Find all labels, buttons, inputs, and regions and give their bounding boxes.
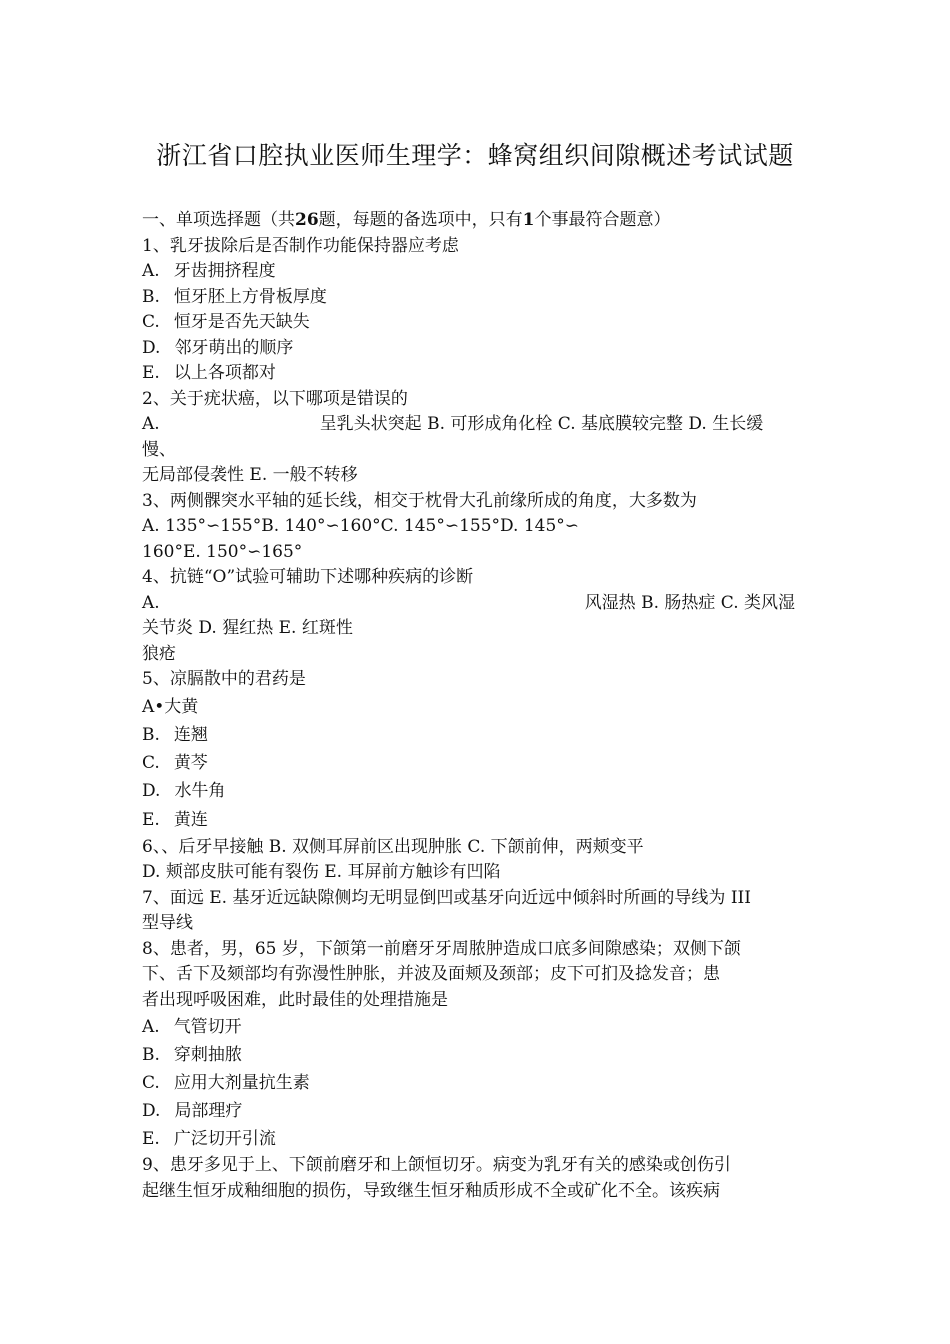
question-4-options-line-3: 狼疮 — [142, 643, 176, 664]
question-8-line-1: 8、患者，男，65 岁，下颌第一前磨牙牙周脓肿造成口底多间隙感染；双侧下颌 — [142, 938, 741, 959]
question-8-line-3: 者出现呼吸困难，此时最佳的处理措施是 — [142, 989, 448, 1010]
question-2-options-line-2: 慢、 — [142, 439, 176, 460]
question-2-options-line-3: 无局部侵袭性 E. 一般不转移 — [142, 465, 358, 485]
question-4-stem: 4、抗链“O”试验可辅助下述哪种疾病的诊断 — [142, 567, 474, 587]
question-3-stem: 3、两侧髁突水平轴的延长线，相交于枕骨大孔前缘所成的角度，大多数为 — [142, 490, 697, 511]
question-6-line-1: 6、、后牙早接触 B. 双侧耳屏前区出现肿胀 C. 下颌前伸，两颊变平 — [142, 836, 644, 857]
question-8-line-2: 下、舌下及颏部均有弥漫性肿胀，并波及面颊及颈部；皮下可扪及捻发音；患 — [142, 964, 720, 984]
question-1-option-e: E. 以上各项都对 — [142, 363, 276, 383]
question-9-line-2: 起继生恒牙成釉细胞的损伤，导致继生恒牙釉质形成不全或矿化不全。该疾病 — [142, 1180, 720, 1201]
question-3-options-line-1: A. 135°∽155°B. 140°∽160°C. 145°∽155°D. 145°∽ — [142, 516, 580, 536]
question-5-option-c: C. 黄芩 — [142, 752, 208, 773]
question-8-option-e: E. 广泛切开引流 — [142, 1129, 276, 1149]
section-heading: 一、单项选择题（共26题，每题的备选项中，只有1个事最符合题意） — [142, 210, 671, 230]
question-8-option-a: A. 气管切开 — [142, 1017, 242, 1037]
question-1-option-b: B. 恒牙胚上方骨板厚度 — [142, 286, 327, 307]
question-1-option-c: C. 恒牙是否先天缺失 — [142, 312, 310, 332]
question-4-options-line-1: A. 风湿热 B. 肠热症 C. 类风湿 — [142, 592, 796, 613]
question-5-option-b: B. 连翘 — [142, 724, 208, 745]
question-3-options-line-2: 160°E. 150°∽165° — [142, 541, 303, 562]
question-9-line-1: 9、患牙多见于上、下颌前磨牙和上颌恒切牙。病变为乳牙有关的感染或创伤引 — [142, 1155, 731, 1175]
question-5-option-a: A•大黄 — [142, 696, 199, 717]
question-8-option-d: D. 局部理疗 — [142, 1101, 243, 1121]
question-5-option-d: D. 水牛角 — [142, 780, 226, 801]
question-7-line-1: 7、面远 E. 基牙近远缺隙侧均无明显倒凹或基牙向近远中倾斜时所画的导线为 III — [142, 887, 751, 908]
question-7-line-2: 型导线 — [142, 913, 193, 933]
question-1-option-a: A. 牙齿拥挤程度 — [142, 261, 276, 281]
question-6-line-2: D. 颊部皮肤可能有裂伤 E. 耳屏前方触诊有凹陷 — [142, 862, 501, 882]
question-1-option-d: D. 邻牙萌出的顺序 — [142, 337, 294, 358]
document-title: 浙江省口腔执业医师生理学：蜂窝组织间隙概述考试试题 — [156, 141, 794, 170]
question-5-stem: 5、凉膈散中的君药是 — [142, 669, 306, 689]
question-2-stem: 2、关于疣状癌，以下哪项是错误的 — [142, 388, 408, 409]
question-2-options-line-1: A. 呈乳头状突起 B. 可形成角化栓 C. 基底膜较完整 D. 生长缓 — [142, 414, 764, 434]
question-4-options-line-2: 关节炎 D. 猩红热 E. 红斑性 — [142, 618, 353, 638]
question-1-stem: 1、乳牙拔除后是否制作功能保持器应考虑 — [142, 235, 459, 256]
question-8-option-b: B. 穿刺抽脓 — [142, 1045, 242, 1065]
exam-content — [142, 208, 812, 1204]
question-5-option-e: E. 黄连 — [142, 809, 208, 830]
question-8-option-c: C. 应用大剂量抗生素 — [142, 1073, 310, 1093]
